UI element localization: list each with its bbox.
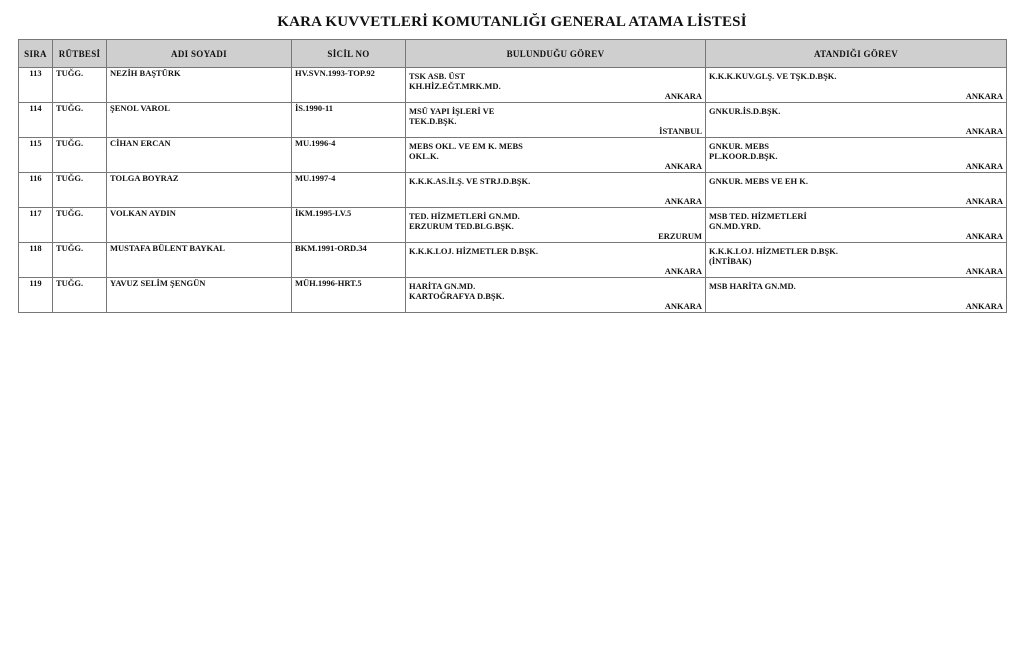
cell-rutbe: TUĞG. <box>53 243 107 278</box>
atandigi-gorev-text: MSB TED. HİZMETLERİ GN.MD.YRD. <box>709 211 807 231</box>
bulundugu-gorev-text: MSÜ YAPI İŞLERİ VE TEK.D.BŞK. <box>409 106 495 126</box>
cell-rutbe: TUĞG. <box>53 103 107 138</box>
cell-sicil: MÜH.1996-HRT.5 <box>292 278 406 313</box>
bulundugu-gorev-text: K.K.K.LOJ. HİZMETLER D.BŞK. <box>409 246 538 256</box>
cell-rutbe: TUĞG. <box>53 138 107 173</box>
assignment-table <box>18 39 1007 313</box>
bulundugu-city: ANKARA <box>664 196 702 206</box>
cell-adi: NEZİH BAŞTÜRK <box>107 68 292 103</box>
bulundugu-city: ANKARA <box>664 161 702 171</box>
cell-rutbe: TUĞG. <box>53 173 107 208</box>
table-header-row <box>19 40 1007 68</box>
cell-atandigi <box>706 243 1007 278</box>
cell-atandigi <box>706 278 1007 313</box>
cell-sira: 118 <box>19 243 53 278</box>
cell-sira: 117 <box>19 208 53 243</box>
bulundugu-gorev-text: TSK ASB. ÜST KH.HİZ.EĞT.MRK.MD. <box>409 71 501 91</box>
table-row <box>19 103 1007 138</box>
table-row <box>19 208 1007 243</box>
cell-atandigi <box>706 208 1007 243</box>
atandigi-gorev-text: K.K.K.LOJ. HİZMETLER D.BŞK. (İNTİBAK) <box>709 246 838 266</box>
table-row <box>19 278 1007 313</box>
cell-sicil: MU.1997-4 <box>292 173 406 208</box>
column-header-atandigi: ATANDIĞI GÖREV <box>706 40 1007 68</box>
cell-sicil: MU.1996-4 <box>292 138 406 173</box>
atandigi-gorev-text: GNKUR.İS.D.BŞK. <box>709 106 781 116</box>
atandigi-city: ANKARA <box>965 266 1003 276</box>
page-title: KARA KUVVETLERİ KOMUTANLIĞI GENERAL ATAMA LİSTESİ <box>277 14 747 30</box>
cell-bulundugu <box>406 243 706 278</box>
cell-adi: TOLGA BOYRAZ <box>107 173 292 208</box>
cell-sicil: İKM.1995-LV.5 <box>292 208 406 243</box>
atandigi-city: ANKARA <box>965 301 1003 311</box>
cell-sira: 115 <box>19 138 53 173</box>
bulundugu-gorev-text: TED. HİZMETLERİ GN.MD. ERZURUM TED.BLG.BŞK. <box>409 211 520 231</box>
cell-atandigi <box>706 68 1007 103</box>
atandigi-gorev-text: K.K.K.KUV.GLŞ. VE TŞK.D.BŞK. <box>709 71 837 81</box>
column-header-sira: SIRA <box>19 40 53 68</box>
bulundugu-gorev-text: HARİTA GN.MD. KARTOĞRAFYA D.BŞK. <box>409 281 505 301</box>
bulundugu-gorev-text: K.K.K.AS.İLŞ. VE STRJ.D.BŞK. <box>409 176 531 186</box>
table-row <box>19 173 1007 208</box>
cell-sira: 116 <box>19 173 53 208</box>
bulundugu-city: ANKARA <box>664 301 702 311</box>
cell-rutbe: TUĞG. <box>53 278 107 313</box>
cell-bulundugu <box>406 208 706 243</box>
cell-bulundugu <box>406 173 706 208</box>
cell-rutbe: TUĞG. <box>53 208 107 243</box>
column-header-adi: ADI SOYADI <box>107 40 292 68</box>
atandigi-city: ANKARA <box>965 161 1003 171</box>
atandigi-gorev-text: GNKUR. MEBS VE EH K. <box>709 176 809 186</box>
cell-sira: 119 <box>19 278 53 313</box>
cell-bulundugu <box>406 138 706 173</box>
table-row <box>19 243 1007 278</box>
cell-atandigi <box>706 138 1007 173</box>
column-header-sicil: SİCİL NO <box>292 40 406 68</box>
cell-sira: 114 <box>19 103 53 138</box>
cell-bulundugu <box>406 68 706 103</box>
bulundugu-city: ANKARA <box>664 266 702 276</box>
bulundugu-gorev-text: MEBS OKL. VE EM K. MEBS OKL.K. <box>409 141 523 161</box>
cell-bulundugu <box>406 278 706 313</box>
table-row <box>19 138 1007 173</box>
bulundugu-city: İSTANBUL <box>659 126 702 136</box>
atandigi-city: ANKARA <box>965 91 1003 101</box>
column-header-rutbe: RÜTBESİ <box>53 40 107 68</box>
cell-bulundugu <box>406 103 706 138</box>
cell-sicil: İS.1990-11 <box>292 103 406 138</box>
cell-sira: 113 <box>19 68 53 103</box>
cell-atandigi <box>706 103 1007 138</box>
bulundugu-city: ANKARA <box>664 91 702 101</box>
table-row <box>19 68 1007 103</box>
cell-sicil: BKM.1991-ORD.34 <box>292 243 406 278</box>
column-header-bulundugu: BULUNDUĞU GÖREV <box>406 40 706 68</box>
atandigi-gorev-text: GNKUR. MEBS PL.KOOR.D.BŞK. <box>709 141 778 161</box>
atandigi-city: ANKARA <box>965 231 1003 241</box>
atandigi-gorev-text: MSB HARİTA GN.MD. <box>709 281 796 291</box>
cell-adi: ŞENOL VAROL <box>107 103 292 138</box>
cell-adi: MUSTAFA BÜLENT BAYKAL <box>107 243 292 278</box>
atandigi-city: ANKARA <box>965 196 1003 206</box>
bulundugu-city: ERZURUM <box>658 231 702 241</box>
cell-atandigi <box>706 173 1007 208</box>
cell-rutbe: TUĞG. <box>53 68 107 103</box>
cell-adi: YAVUZ SELİM ŞENGÜN <box>107 278 292 313</box>
cell-adi: VOLKAN AYDIN <box>107 208 292 243</box>
atandigi-city: ANKARA <box>965 126 1003 136</box>
cell-adi: CİHAN ERCAN <box>107 138 292 173</box>
cell-sicil: HV.SVN.1993-TOP.92 <box>292 68 406 103</box>
